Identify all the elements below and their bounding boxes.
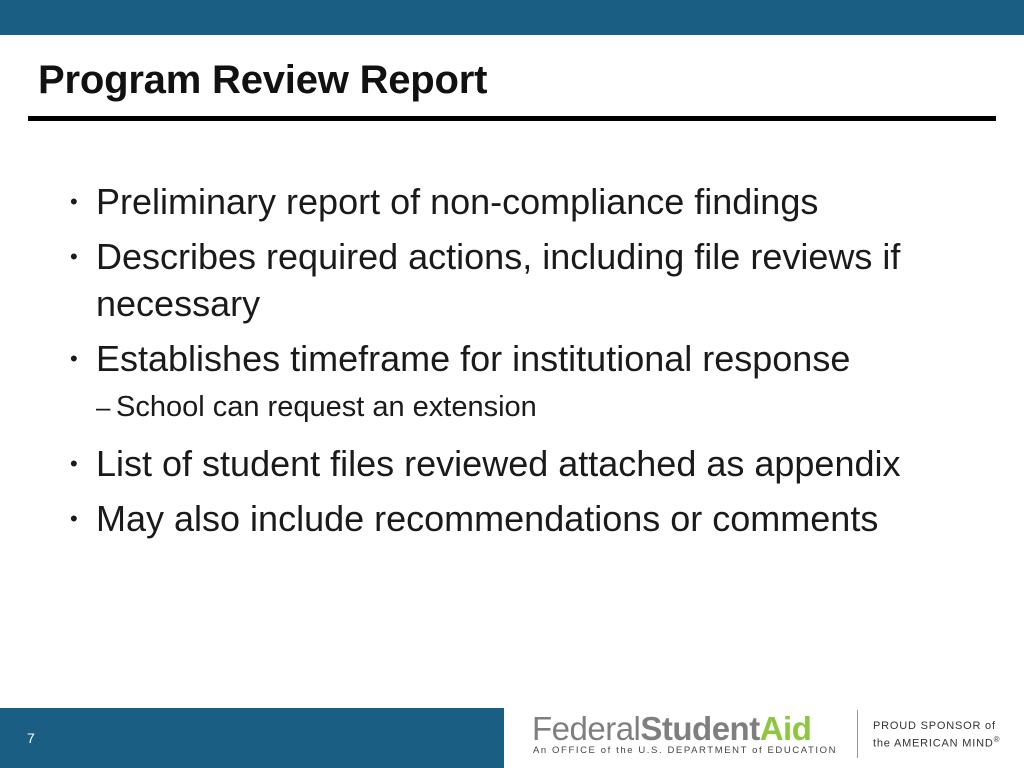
slide-number: 7 [27,730,35,746]
bullet-marker: • [70,506,78,531]
logo-divider [857,710,858,758]
bullet-text: Describes required actions, including file reviews if necessary [96,236,901,324]
bullet-marker: • [70,189,78,214]
bullet-marker: • [70,451,78,476]
title-underline [28,116,996,121]
sub-bullet-text: School can request an extension [116,391,537,423]
logo-wordmark [532,710,811,748]
sponsor-line-1: PROUD SPONSOR of [873,720,996,732]
sponsor-line-2 [873,735,1000,750]
bullet-item [68,440,988,487]
federal-student-aid-logo [532,708,1012,768]
sub-bullet-item [68,388,988,426]
bullet-item [68,335,988,382]
bullet-marker: • [70,346,78,371]
logo-student-text: Student [640,710,760,747]
sponsor-line-2-text: the AMERICAN MIND [873,737,994,750]
bullet-list [68,178,988,550]
bullet-item [68,495,988,542]
bullet-text: List of student files reviewed attached as appendix [96,443,901,484]
top-banner [0,0,1024,35]
footer-banner [0,708,504,768]
logo-aid-text: Aid [759,710,812,747]
bullet-marker: • [70,244,78,269]
bullet-text: May also include recommendations or comments [96,498,879,539]
bullet-item [68,233,988,327]
logo-tagline: An OFFICE of the U.S. DEPARTMENT of EDUCATION [533,745,838,756]
bullet-text: Preliminary report of non-compliance findings [96,181,819,222]
logo-federal-text: Federal [532,710,641,747]
slide-title: Program Review Report [38,58,488,102]
registered-mark: ® [993,735,1001,744]
bullet-item [68,178,988,225]
bullet-text: Establishes timeframe for institutional response [96,338,851,379]
dash-marker: – [96,392,111,422]
